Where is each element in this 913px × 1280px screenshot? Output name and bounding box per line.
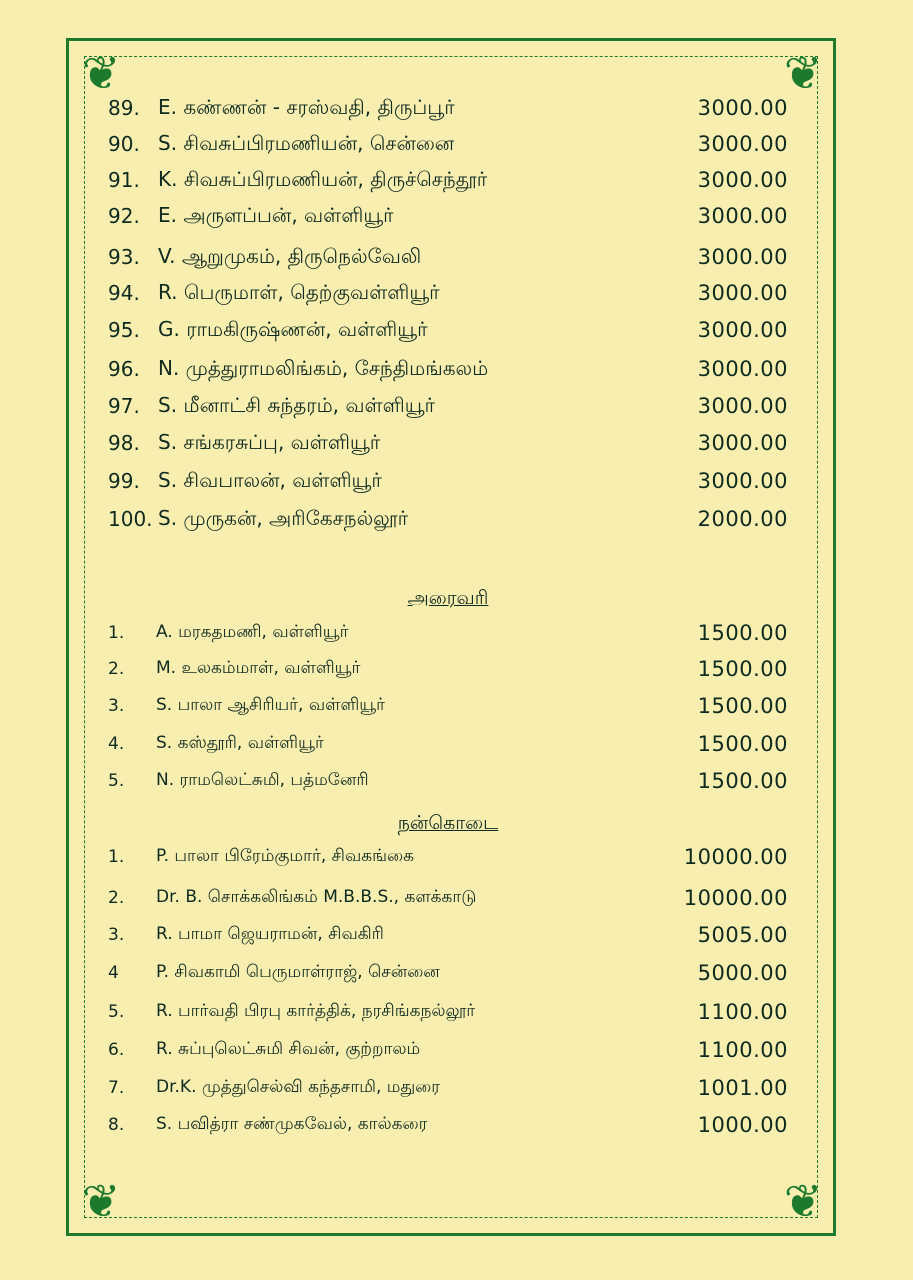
item-number: 5.	[108, 1002, 125, 1022]
section-heading-donation: நன்கொடை	[397, 812, 499, 834]
donor-name: R. பார்வதி பிரபு கார்த்திக், நரசிங்கநல்லூர்	[156, 1001, 476, 1021]
donation-amount: 1500.00	[697, 769, 788, 793]
donor-name: S. சங்கரசுப்பு, வள்ளியூர்	[158, 429, 381, 454]
list-item	[108, 652, 788, 686]
donor-name: S. கஸ்தூரி, வள்ளியூர்	[156, 733, 324, 753]
item-number: 8.	[108, 1115, 125, 1135]
item-number: 2.	[108, 659, 125, 679]
donor-name: V. ஆறுமுகம், திருநெல்வேலி	[158, 243, 422, 268]
donor-name: R. பாமா ஜெயராமன், சிவகிரி	[156, 924, 384, 944]
list-item	[108, 1071, 788, 1105]
item-number: 92.	[108, 204, 140, 228]
donor-name: K. சிவசுப்பிரமணியன், திருச்செந்தூர்	[158, 166, 488, 191]
list-item	[108, 389, 788, 423]
item-number: 7.	[108, 1078, 125, 1098]
donor-name: E. அருளப்பன், வள்ளியூர்	[158, 202, 394, 227]
list-item	[108, 1108, 788, 1142]
donation-amount: 1500.00	[697, 694, 788, 718]
list-item	[108, 956, 788, 990]
donation-amount: 3000.00	[697, 431, 788, 455]
donor-name: S. முருகன், அரிகேசநல்லூர்	[158, 505, 409, 530]
donation-amount: 2000.00	[697, 507, 788, 531]
list-item	[108, 91, 788, 125]
donor-name: Dr.K. முத்துசெல்வி கந்தசாமி, மதுரை	[156, 1077, 441, 1097]
list-item	[108, 276, 788, 310]
donor-name: P. சிவகாமி பெருமாள்ராஜ், சென்னை	[156, 962, 440, 982]
item-number: 95.	[108, 318, 140, 342]
list-item	[108, 240, 788, 274]
donation-amount: 5005.00	[697, 923, 788, 947]
donation-amount: 1500.00	[697, 657, 788, 681]
list-item	[108, 426, 788, 460]
item-number: 5.	[108, 771, 125, 791]
donor-name: S. பாலா ஆசிரியர், வள்ளியூர்	[156, 695, 385, 715]
list-item	[108, 352, 788, 386]
donor-name: E. கண்ணன் - சரஸ்வதி, திருப்பூர்	[158, 94, 455, 119]
section-heading-half: அரைவரி	[407, 587, 489, 609]
floral-corner-icon: ❦	[783, 1174, 823, 1228]
donation-amount: 3000.00	[697, 318, 788, 342]
donor-name: Dr. B. சொக்கலிங்கம் M.B.B.S., களக்காடு	[156, 887, 477, 907]
donor-name: N. முத்துராமலிங்கம், சேந்திமங்கலம்	[158, 355, 489, 380]
item-number: 4	[108, 963, 119, 983]
item-number: 1.	[108, 847, 125, 867]
item-number: 98.	[108, 431, 140, 455]
donation-amount: 3000.00	[697, 168, 788, 192]
donor-name: S. மீனாட்சி சுந்தரம், வள்ளியூர்	[158, 392, 435, 417]
list-item	[108, 995, 788, 1029]
donation-amount: 3000.00	[697, 281, 788, 305]
list-item	[108, 881, 788, 915]
item-number: 4.	[108, 734, 125, 754]
donation-amount: 3000.00	[697, 132, 788, 156]
donation-amount: 3000.00	[697, 245, 788, 269]
item-number: 94.	[108, 281, 140, 305]
donor-name: A. மரகதமணி, வள்ளியூர்	[156, 622, 349, 642]
list-item	[108, 163, 788, 197]
list-item	[108, 764, 788, 798]
item-number: 2.	[108, 888, 125, 908]
list-item	[108, 689, 788, 723]
list-item	[108, 727, 788, 761]
donation-amount: 10000.00	[683, 845, 788, 869]
item-number: 3.	[108, 696, 125, 716]
donor-name: R. பெருமாள், தெற்குவள்ளியூர்	[158, 279, 440, 304]
item-number: 93.	[108, 245, 140, 269]
donor-name: S. சிவசுப்பிரமணியன், சென்னை	[158, 130, 455, 155]
list-item	[108, 313, 788, 347]
floral-corner-icon: ❦	[81, 46, 121, 100]
donation-amount: 1500.00	[697, 621, 788, 645]
donor-name: S. பவித்ரா சண்முகவேல், கால்கரை	[156, 1114, 428, 1134]
donation-amount: 1100.00	[697, 1038, 788, 1062]
donor-name: M. உலகம்மாள், வள்ளியூர்	[156, 658, 361, 678]
donor-name: S. சிவபாலன், வள்ளியூர்	[158, 467, 382, 492]
list-item	[108, 616, 788, 650]
item-number: 97.	[108, 394, 140, 418]
donor-name: R. சுப்புலெட்சுமி சிவன், குற்றாலம்	[156, 1039, 421, 1059]
list-item	[108, 1033, 788, 1067]
list-item	[108, 840, 788, 874]
donation-amount: 5000.00	[697, 961, 788, 985]
list-item	[108, 502, 788, 536]
donation-amount: 3000.00	[697, 357, 788, 381]
item-number: 3.	[108, 925, 125, 945]
list-item	[108, 464, 788, 498]
donation-amount: 10000.00	[683, 886, 788, 910]
donation-amount: 1100.00	[697, 1000, 788, 1024]
item-number: 100.	[108, 507, 153, 531]
donation-amount: 1000.00	[697, 1113, 788, 1137]
donor-name: P. பாலா பிரேம்குமார், சிவகங்கை	[156, 846, 414, 866]
list-item	[108, 199, 788, 233]
donation-amount: 3000.00	[697, 394, 788, 418]
donation-amount: 1500.00	[697, 732, 788, 756]
item-number: 89.	[108, 96, 140, 120]
list-item	[108, 918, 788, 952]
item-number: 91.	[108, 168, 140, 192]
item-number: 90.	[108, 132, 140, 156]
item-number: 1.	[108, 623, 125, 643]
donor-name: G. ராமகிருஷ்ணன், வள்ளியூர்	[158, 316, 428, 341]
list-item	[108, 127, 788, 161]
item-number: 99.	[108, 469, 140, 493]
item-number: 6.	[108, 1040, 125, 1060]
floral-corner-icon: ❦	[81, 1174, 121, 1228]
floral-corner-icon: ❦	[783, 46, 823, 100]
donation-amount: 3000.00	[697, 469, 788, 493]
item-number: 96.	[108, 357, 140, 381]
donation-amount: 3000.00	[697, 204, 788, 228]
donor-name: N. ராமலெட்சுமி, பத்மனேரி	[156, 770, 369, 790]
donation-amount: 3000.00	[697, 96, 788, 120]
donation-amount: 1001.00	[697, 1076, 788, 1100]
